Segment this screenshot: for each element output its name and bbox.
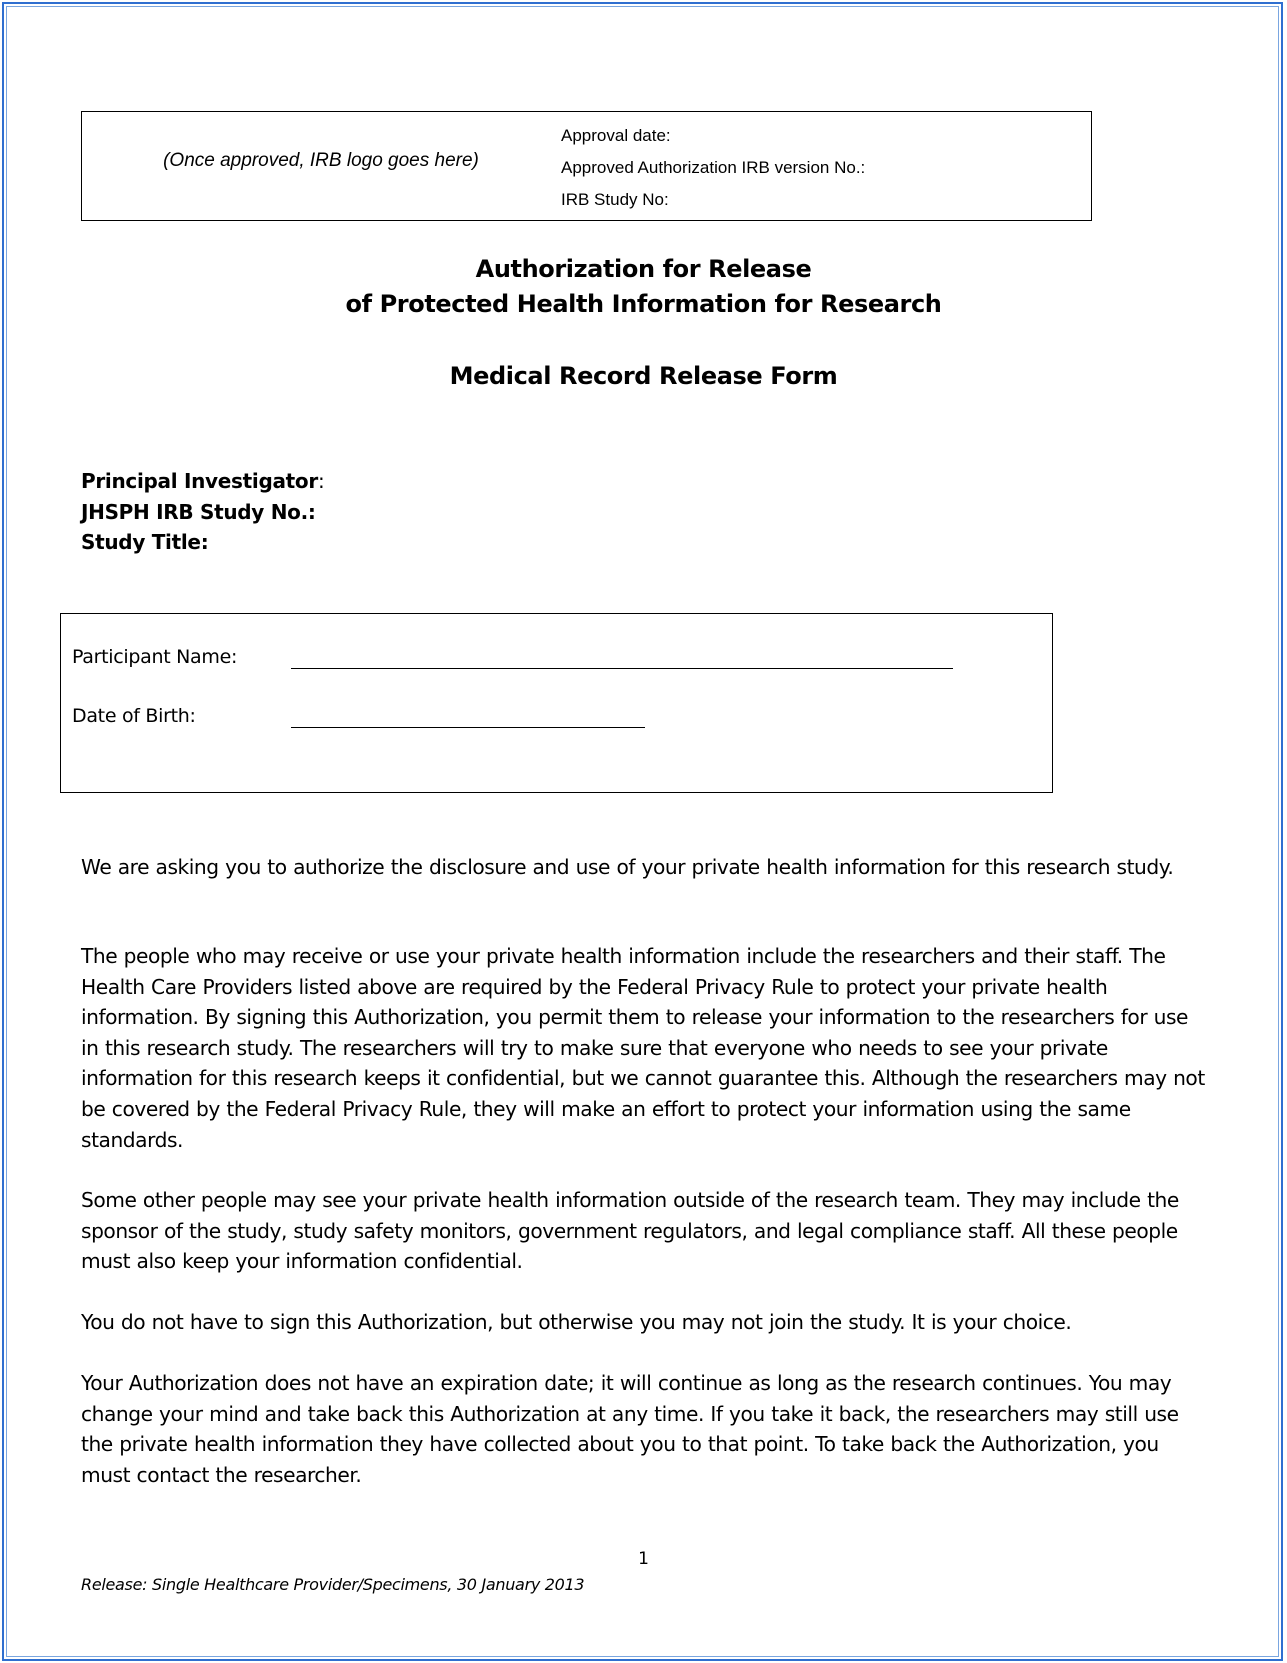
- irb-study-no-label: IRB Study No:: [561, 190, 669, 209]
- document-title-line1: Authorization for Release: [475, 255, 812, 283]
- form-name: Medical Record Release Form: [449, 362, 838, 390]
- study-title-label: Study Title:: [81, 530, 209, 554]
- irb-version-label: Approved Authorization IRB version No.:: [561, 158, 866, 177]
- date-of-birth-field[interactable]: [291, 727, 645, 728]
- paragraph-recipients: The people who may receive or use your private health information include the researchers and their staff. The Health Care Providers listed above are required by the Federal Privacy Rule to protect your private health information. By signing this Authorization, you permit them to release your information to the researchers for use in this research study. The researchers will try to make sure that everyone who needs to see your private information for this research keeps it confidential, but we cannot guarantee this. Although the researchers may not be covered by the Federal Privacy Rule, they will make an effort to protect your information using the same standards.: [81, 944, 1205, 1152]
- paragraph-expiration: Your Authorization does not have an expiration date; it will continue as long as the research continues. You may change your mind and take back this Authorization at any time. If you take it back, the researchers may still use the private health information they have collected about you to that point. To take back the Authorization, you must contact the researcher.: [81, 1371, 1179, 1487]
- participant-info-box: [60, 613, 1053, 793]
- release-footer-note: Release: Single Healthcare Provider/Specimens, 30 January 2013: [81, 1575, 585, 1594]
- paragraph-intro: We are asking you to authorize the disclosure and use of your private health information for this research study.: [81, 855, 1174, 879]
- irb-study-number-label: JHSPH IRB Study No.:: [81, 500, 316, 524]
- date-of-birth-label: Date of Birth:: [72, 705, 196, 727]
- participant-name-field[interactable]: [291, 668, 953, 669]
- irb-header-box: [81, 111, 1092, 221]
- irb-logo-placeholder: (Once approved, IRB logo goes here): [163, 150, 479, 171]
- principal-investigator-label: Principal Investigator:: [81, 469, 325, 493]
- participant-name-label: Participant Name:: [72, 646, 238, 668]
- page-number: 1: [638, 1549, 649, 1569]
- document-title-line2: of Protected Health Information for Research: [345, 290, 942, 318]
- paragraph-choice: You do not have to sign this Authorization, but otherwise you may not join the study. It is your choice.: [81, 1310, 1072, 1334]
- paragraph-other-people: Some other people may see your private health information outside of the research team. They may include the sponsor of the study, study safety monitors, government regulators, and legal compliance staff. All these people must also keep your information confidential.: [81, 1188, 1179, 1274]
- approval-date-label: Approval date:: [561, 126, 671, 145]
